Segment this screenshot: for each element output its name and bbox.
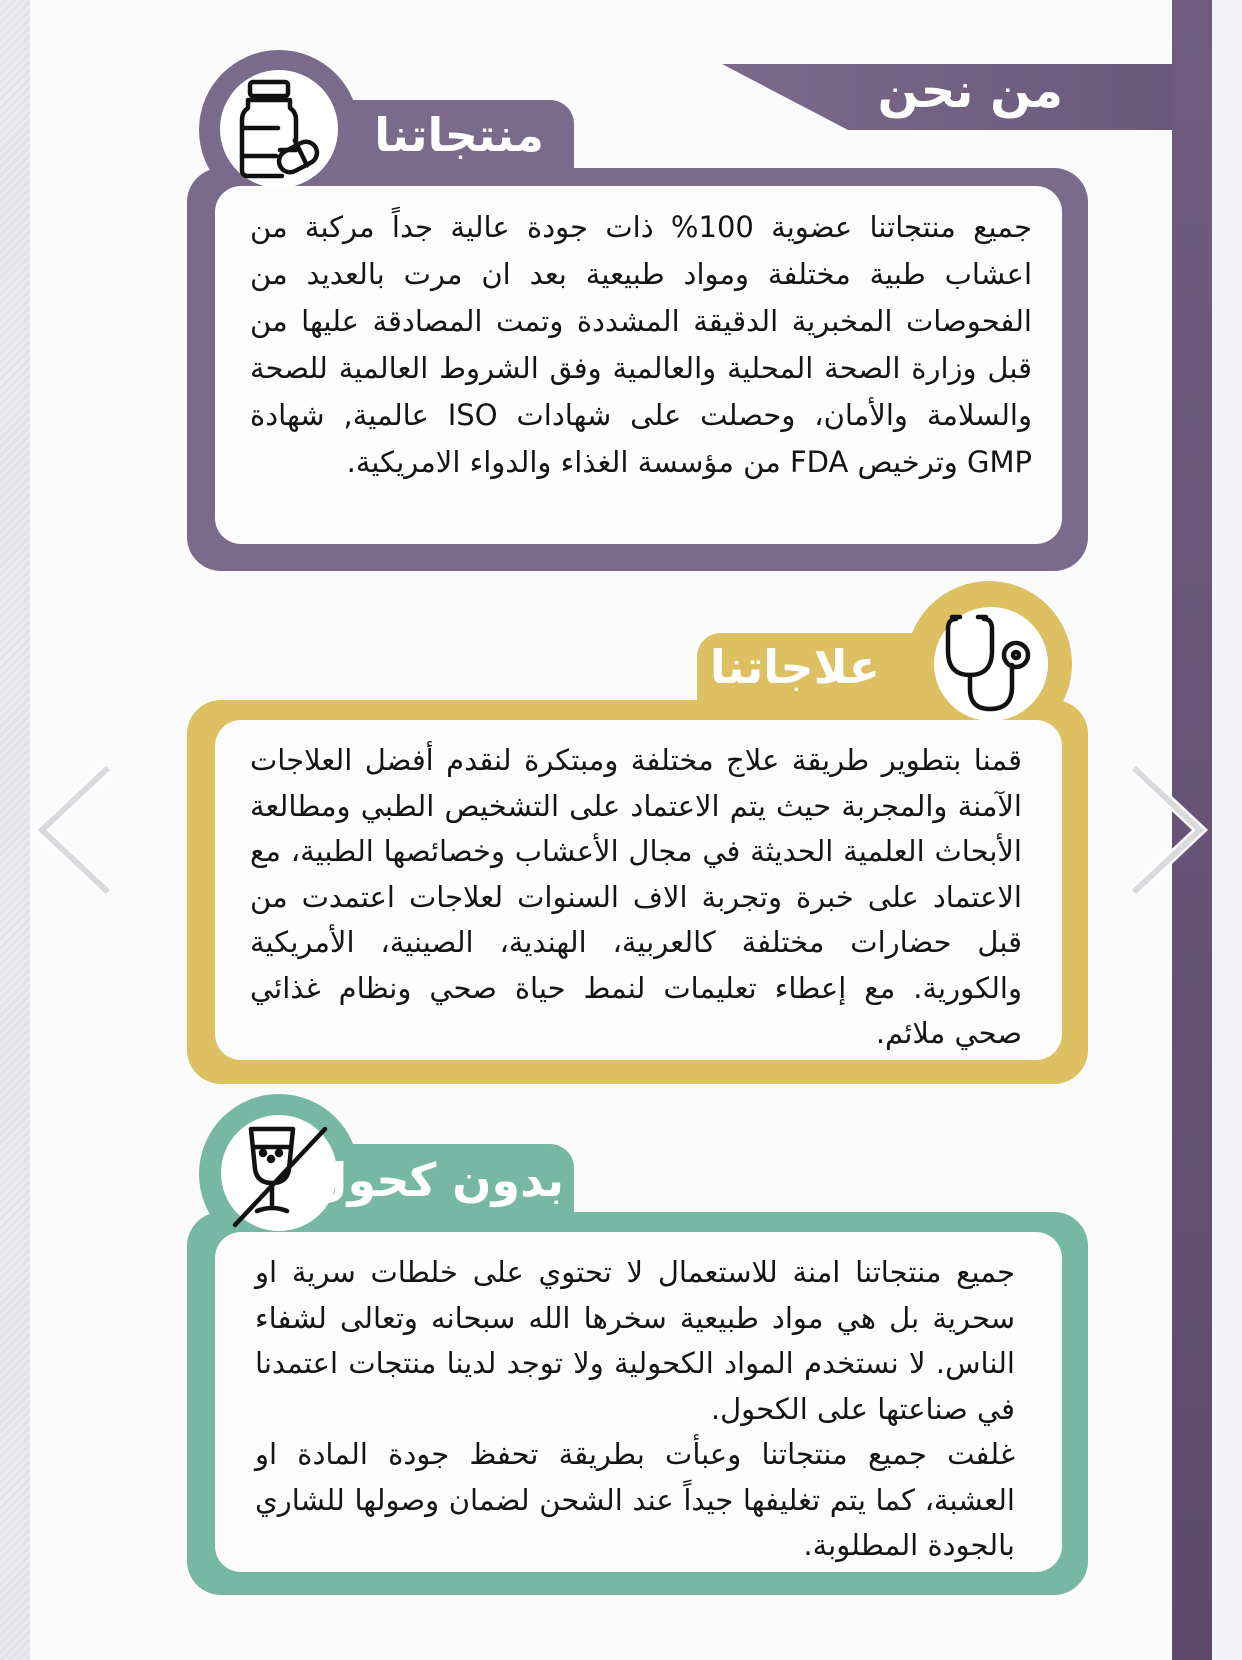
section-text: جميع منتجاتنا عضوية 100% ذات جودة عالية جداً مركبة من اعشاب طبية مختلفة ومواد طبيعية بعد ان مرت بالعديد من الفحوصات المخبرية الدقيقة المشددة وتمت المصادقة عليها من قبل وزارة الصحة المحلية والعالمية وفق الشروط العالمية للصحة والسلامة والأمان، وحصلت على شهادات ISO عالمية, شهادة GMP وترخيص FDA من مؤسسة الغذاء والدواء الامريكية. <box>250 210 1032 479</box>
section-text: جميع منتجاتنا امنة للاستعمال لا تحتوي على خلطات سرية او سحرية بل هي مواد طبيعية سخرها الله سبحانه وتعالى لشفاء الناس. لا نستخدم المواد الكحولية ولا توجد لدينا منتجات اعتمدنا في صناعتها على الكحول. غلفت جميع منتجاتنا وعبأت بطريقة تحفظ جودة المادة او العشبة، كما يتم تغليفها جيداً عند الشحن لضمان وصولها للشاري بالجودة المطلوبة. <box>255 1255 1015 1562</box>
section-title: منتجاتنا <box>374 108 544 162</box>
side-edge <box>1212 0 1242 1660</box>
page-title: من نحن <box>877 63 1063 119</box>
chevron-right-icon <box>1124 760 1212 900</box>
section-title: بدون كحول <box>307 1153 564 1207</box>
next-slide-button[interactable] <box>1124 760 1212 900</box>
medicine-bottle-icon <box>220 70 338 188</box>
stethoscope-icon <box>934 607 1048 721</box>
section-title: علاجاتنا <box>709 640 880 694</box>
section-text: قمنا بتطوير طريقة علاج مختلفة ومبتكرة لنقدم أفضل العلاجات الآمنة والمجربة حيث يتم الاعتماد على التشخيص الطبي ومطالعة الأبحاث العلمية الحديثة في مجال الأعشاب وخصائصها الطبية، مع الاعتماد على خبرة وتجربة الاف السنوات لعلاجات اعتمدت من قبل حضارات مختلفة كالعربية، الهندية، الصينية، الأمريكية والكورية. مع إعطاء تعليمات لنمط حياة صحي ونظام غذائي صحي ملائم. <box>250 743 1022 1050</box>
prev-slide-button[interactable] <box>30 760 118 900</box>
chevron-left-icon <box>30 760 118 900</box>
